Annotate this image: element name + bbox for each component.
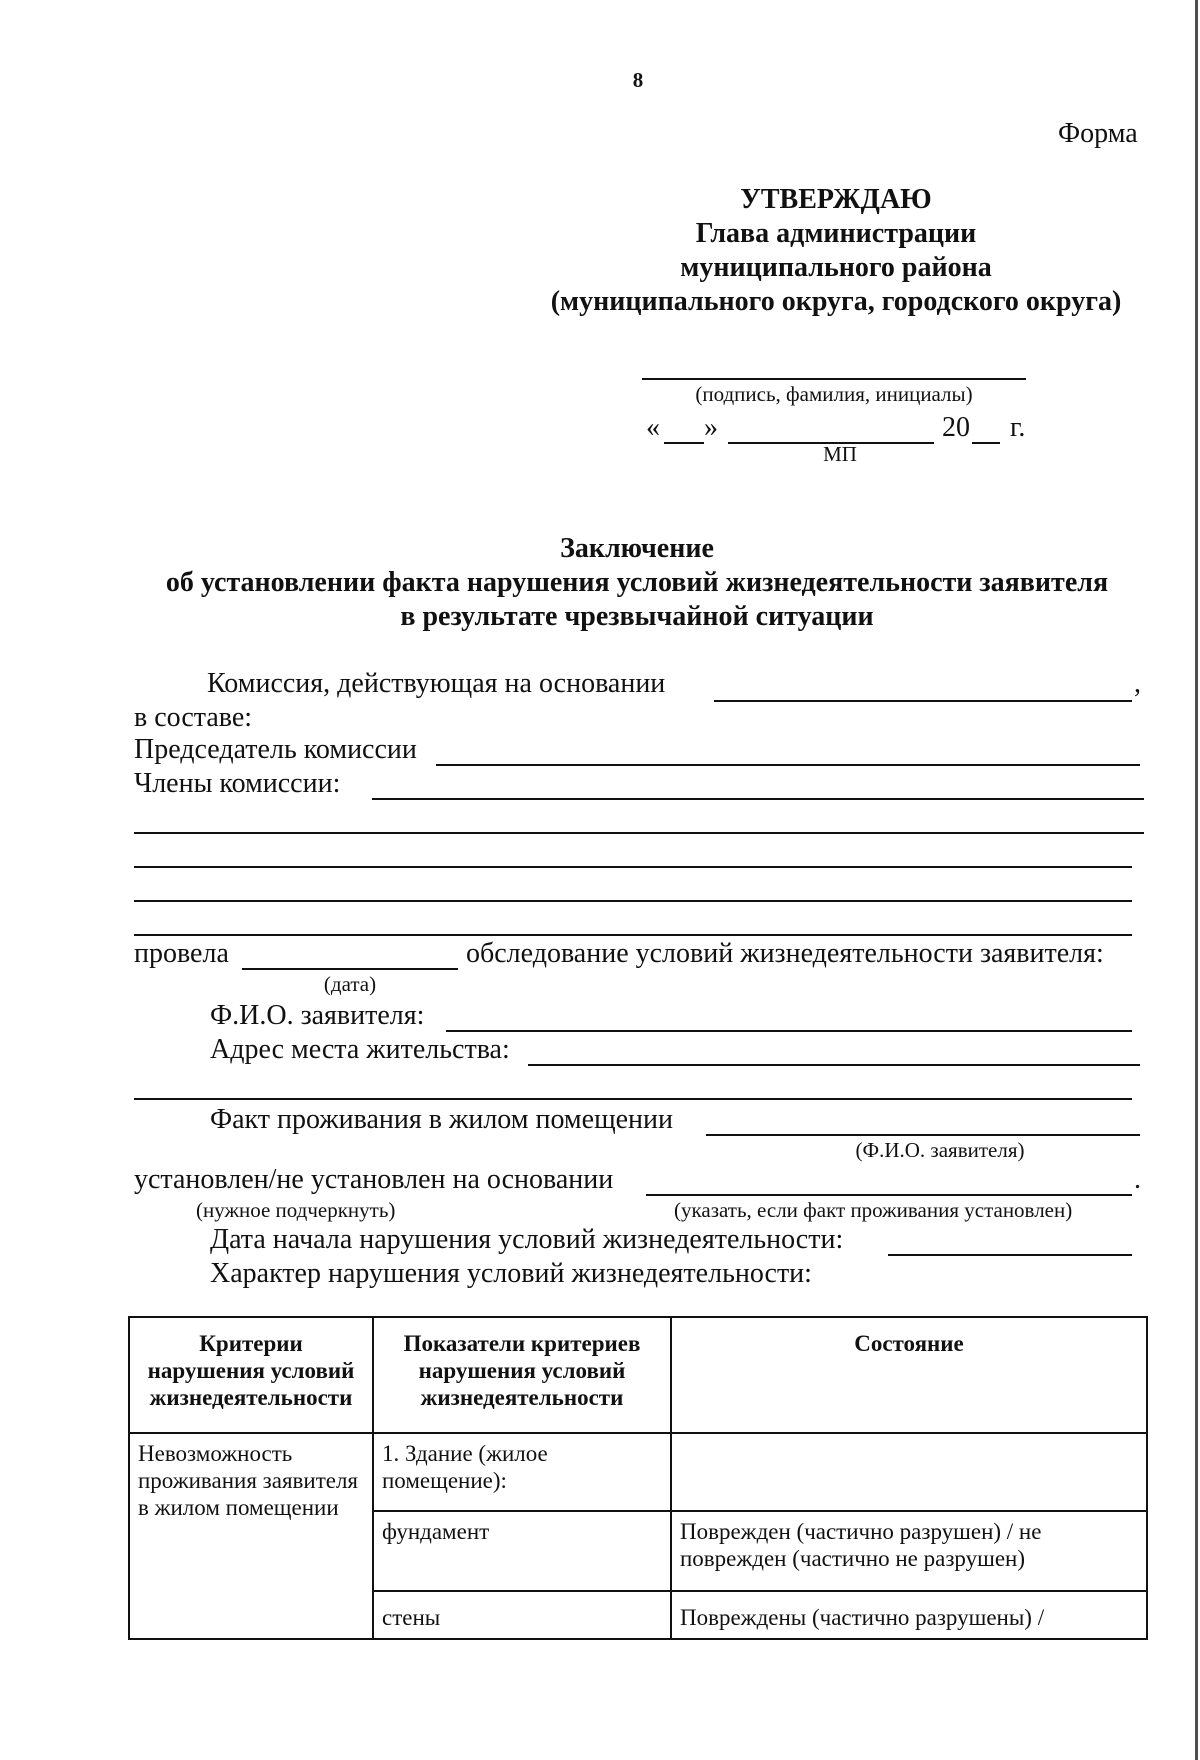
established-basis-line[interactable]	[646, 1194, 1132, 1196]
page-number: 8	[632, 68, 644, 92]
state-cell[interactable]: Повреждены (частично разрушены) /	[671, 1591, 1147, 1639]
indicate-hint: (указать, если факт проживания установлен)	[674, 1198, 1073, 1222]
start-date-line[interactable]	[888, 1254, 1132, 1256]
conducted-label: провела	[134, 938, 229, 969]
violation-nature-label: Характер нарушения условий жизнедеятельности:	[210, 1258, 812, 1289]
table-header-row	[129, 1317, 1147, 1433]
commission-text: Комиссия, действующая на основании	[207, 668, 666, 699]
underline-hint: (нужное подчеркнуть)	[196, 1198, 396, 1222]
approval-district-alt: (муниципального округа, городского округа)	[550, 286, 1122, 317]
members-line-4[interactable]	[134, 900, 1132, 902]
signature-hint: (подпись, фамилия, инициалы)	[695, 382, 973, 406]
indicator-cell: 1. Здание (жилое помещение):	[373, 1433, 671, 1511]
date-year: 20	[942, 412, 970, 443]
scan-edge	[1195, 0, 1198, 1760]
title-line-2: об установлении факта нарушения условий жизнедеятельности заявителя	[165, 567, 1109, 598]
seal-label: МП	[823, 442, 857, 466]
criteria-table	[128, 1316, 1148, 1640]
date-year-line[interactable]	[972, 442, 1000, 444]
table-row	[129, 1433, 1147, 1511]
header-criteria: Критерии нарушения условий жизнедеятельности	[129, 1317, 373, 1433]
members-line-2[interactable]	[134, 832, 1144, 834]
members-line-1[interactable]	[372, 798, 1144, 800]
applicant-name-label: Ф.И.О. заявителя:	[210, 1000, 425, 1031]
approval-district: муниципального района	[680, 252, 992, 283]
date-suffix: г.	[1010, 412, 1026, 443]
residence-fact-line[interactable]	[706, 1134, 1140, 1136]
form-label: Форма	[1058, 118, 1138, 149]
criterion-cell: Невозможность проживания заявителя в жилом помещении	[129, 1433, 373, 1639]
members-line-5[interactable]	[134, 934, 1132, 936]
state-cell[interactable]	[671, 1433, 1147, 1511]
header-state: Состояние	[671, 1317, 1147, 1433]
header-indicators: Показатели критериев нарушения условий жизнедеятельности	[373, 1317, 671, 1433]
address-line-1[interactable]	[528, 1064, 1140, 1066]
state-cell[interactable]: Поврежден (частично разрушен) / не поврежден (частично не разрушен)	[671, 1511, 1147, 1591]
indicator-cell: стены	[373, 1591, 671, 1639]
established-label: установлен/не установлен на основании	[134, 1164, 614, 1195]
composition-label: в составе:	[134, 702, 253, 733]
approval-title: УТВЕРЖДАЮ	[740, 184, 932, 215]
chairman-line[interactable]	[436, 764, 1140, 766]
members-label: Члены комиссии:	[134, 768, 341, 799]
members-line-3[interactable]	[134, 866, 1132, 868]
date-close-quote: »	[704, 412, 718, 443]
start-date-label: Дата начала нарушения условий жизнедеятельности:	[210, 1224, 844, 1255]
approval-position: Глава администрации	[695, 218, 977, 249]
address-line-2[interactable]	[134, 1098, 1132, 1100]
residence-fact-label: Факт проживания в жилом помещении	[210, 1104, 674, 1135]
established-period: .	[1134, 1164, 1141, 1195]
address-label: Адрес места жительства:	[210, 1034, 510, 1065]
commission-comma: ,	[1134, 668, 1141, 699]
survey-text: обследование условий жизнедеятельности заявителя:	[466, 938, 1104, 969]
indicator-cell: фундамент	[373, 1511, 671, 1591]
chairman-label: Председатель комиссии	[134, 734, 417, 765]
survey-date-line[interactable]	[242, 968, 458, 970]
signature-line[interactable]	[642, 378, 1026, 380]
date-open-quote: «	[646, 412, 660, 443]
title-line-1: Заключение	[560, 533, 714, 564]
date-hint: (дата)	[323, 972, 377, 996]
title-line-3: в результате чрезвычайной ситуации	[400, 601, 874, 632]
applicant-name-line[interactable]	[446, 1030, 1132, 1032]
date-day-line[interactable]	[664, 442, 704, 444]
applicant-hint: (Ф.И.О. заявителя)	[855, 1138, 1025, 1162]
commission-basis-line[interactable]	[714, 700, 1132, 702]
